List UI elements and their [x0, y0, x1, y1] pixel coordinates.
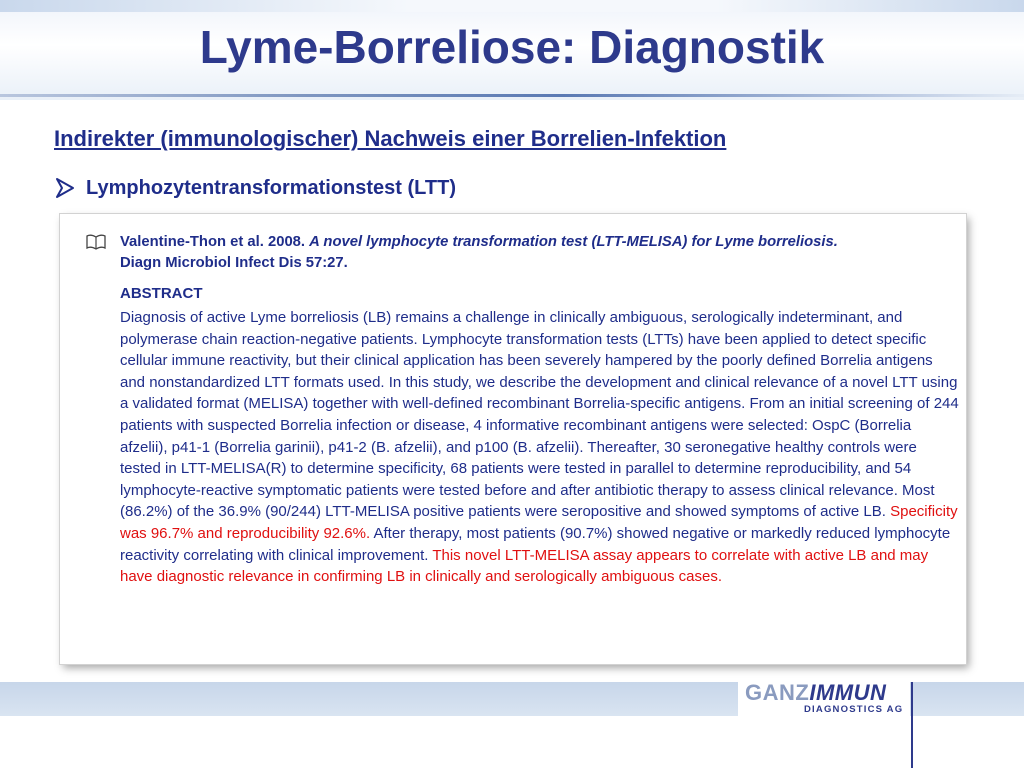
citation	[120, 232, 960, 274]
citation-journal: Diagn Microbiol Infect Dis 57:27.	[120, 255, 348, 271]
footer-vertical-line	[911, 682, 913, 768]
citation-authors: Valentine-Thon et al. 2008.	[120, 234, 306, 250]
logo-part-2: IMMUN	[809, 680, 887, 705]
abstract-body-1: Diagnosis of active Lyme borreliosis (LB) remains a challenge in clinically ambiguous, serologically indeterminant, and polymerase chain reaction-negative patients. Lymphocyte transformation tests (LTTs) have been applied to detect specific cellular immune reactivity, but their clinical application has been severely hampered by the poorly defined Borrelia antigens and nonstandardized LTT formats used. In this study, we describe the development and clinical relevance of a novel LTT using a validated format (MELISA) together with well-defined recombinant Borrelia-specific antigens. From an initial screening of 244 patients with suspected Borrelia infection or disease, 4 informative recombinant antigens were selected: OspC (Borrelia afzelii), p41-1 (Borrelia garinii), p41-2 (B. afzelii), and p100 (B. afzelii). Thereafter, 30 seronegative healthy controls were tested in LTT-MELISA(R) to determine specificity, 68 patients were tested in parallel to determine reproducibility, and 54 lymphocyte-reactive symptomatic patients were tested before and after antibiotic therapy to assess clinical relevance. Most (86.2%) of the 36.9% (90/244) LTT-MELISA positive patients were seropositive and showed symptoms of active LB.	[120, 309, 959, 521]
slide-subtitle: Indirekter (immunologischer) Nachweis einer Borrelien-Infektion	[54, 126, 727, 151]
abstract-box	[60, 214, 966, 664]
logo-wordmark	[745, 682, 886, 704]
logo-part-1: GANZ	[745, 680, 810, 705]
logo-subtitle: DIAGNOSTICS AG	[804, 704, 904, 715]
arrow-bullet-icon	[54, 176, 76, 200]
title-divider	[0, 94, 1024, 97]
citation-article-title: A novel lymphocyte transformation test (LTT-MELISA) for Lyme borreliosis.	[309, 234, 838, 250]
bullet-item	[54, 176, 456, 200]
abstract-highlight-1: Specificity was 96.7% and reproducibility 92.6%.	[120, 503, 958, 542]
book-icon	[86, 234, 106, 250]
company-logo	[738, 680, 910, 716]
abstract-highlight-2: This novel LTT-MELISA assay appears to correlate with active LB and may have diagnostic relevance in confirming LB in clinically and serologically ambiguous cases.	[120, 546, 929, 586]
abstract-heading: ABSTRACT	[120, 285, 203, 302]
abstract-text	[120, 307, 960, 588]
abstract-body-2: After therapy, most patients (90.7%) showed negative or markedly reduced lymphocyte reactivity correlating with clinical improvement.	[120, 524, 951, 564]
slide-title: Lyme-Borreliose: Diagnostik	[199, 21, 825, 73]
bullet-label: Lymphozytentransformationstest (LTT)	[86, 176, 457, 199]
